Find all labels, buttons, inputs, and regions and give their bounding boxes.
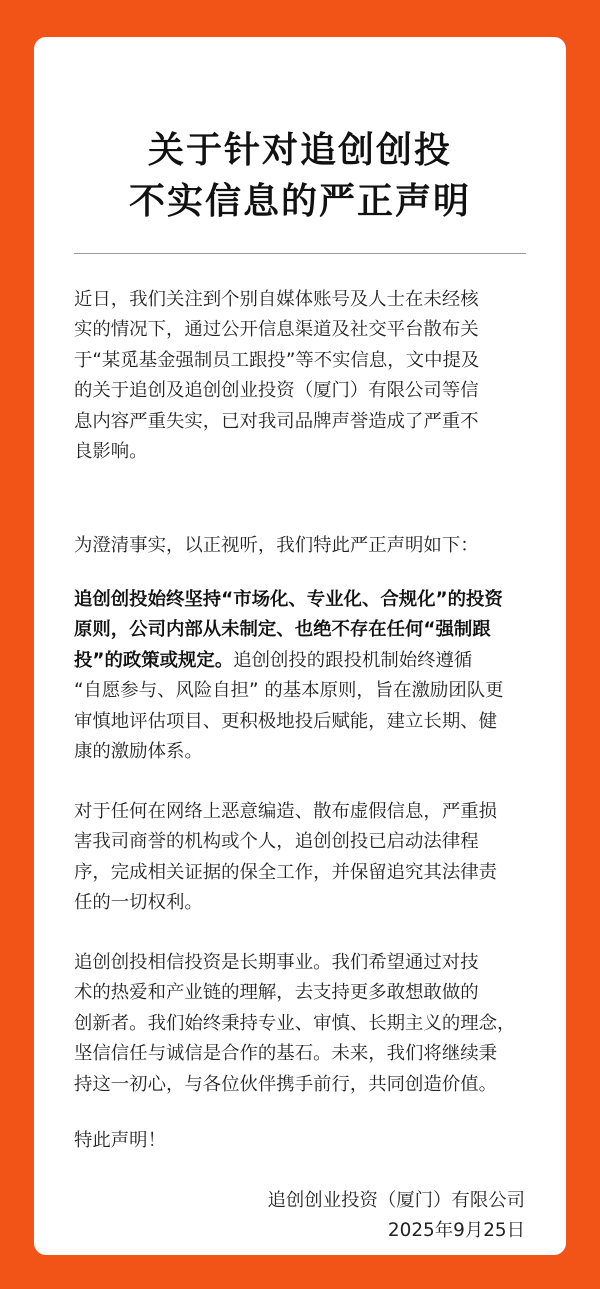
text-line: 特此声明！ bbox=[74, 1130, 166, 1151]
text-line: 近日，我们关注到个别自媒体账号及人士在未经核 bbox=[74, 289, 479, 310]
text-line: 审慎地评估项目、更积极地投后赋能，建立长期、健 bbox=[74, 710, 497, 732]
text-line: 实的情况下，通过公开信息渠道及社交平台散布关 bbox=[74, 319, 479, 341]
bold-text-line: 追创创投始终坚持“市场化、专业化、合规化”的投资 bbox=[74, 589, 503, 610]
text-line: “自愿参与、风险自担” 的基本原则，旨在激励团队更 bbox=[74, 680, 504, 702]
paragraph-vision bbox=[74, 948, 526, 1100]
text-line: 对于任何在网络上恶意编造、散布虚假信息，严重损 bbox=[74, 801, 497, 822]
paragraph-principle bbox=[74, 585, 526, 767]
title-line-2: 不实信息的严正声明 bbox=[128, 181, 471, 222]
text-line: 于“某觅基金强制员工跟投”等不实信息，文中提及 bbox=[74, 349, 480, 371]
paragraph-clarify bbox=[74, 531, 526, 561]
bold-text-line: 原则，公司内部从未制定、也绝不存在任何“强制跟 bbox=[74, 619, 491, 641]
text-line: 追创创投相信投资是长期事业。我们希望通过对技 bbox=[74, 952, 479, 973]
text-line: 坚信信任与诚信是合作的基石。未来，我们将继续秉 bbox=[74, 1043, 497, 1065]
title-divider bbox=[74, 253, 526, 254]
bold-text-fragment: 投”的政策或规定。 bbox=[74, 649, 234, 671]
text-line: 为澄清事实，以正视听，我们特此严正声明如下： bbox=[74, 535, 479, 556]
paragraph-closing bbox=[74, 1126, 526, 1156]
signature-date: 2025年9月25日 bbox=[387, 1220, 525, 1241]
text-line: 害我司商誉的机构或个人，追创创投已启动法律程 bbox=[74, 831, 479, 853]
text-line: 康的激励体系。 bbox=[74, 741, 203, 763]
text-line: 任的一切权利。 bbox=[74, 892, 203, 914]
title-line-1: 关于针对追创创投 bbox=[147, 130, 452, 171]
text-line: 持这一初心，与各位伙伴携手前行，共同创造价值。 bbox=[74, 1073, 497, 1095]
text-line: 良影响。 bbox=[74, 441, 148, 463]
text-fragment: 追创创投的跟投机制始终遵循 bbox=[233, 649, 473, 671]
paragraph-legal bbox=[74, 797, 526, 919]
text-line: 序，完成相关证据的保全工作，并保留追究其法律责 bbox=[74, 861, 497, 883]
paragraph-intro bbox=[74, 285, 526, 467]
text-line: 创新者。我们始终秉持专业、审慎、长期主义的理念， bbox=[74, 1012, 516, 1034]
statement-card bbox=[34, 37, 566, 1255]
signature-company: 追创创业投资（厦门）有限公司 bbox=[267, 1190, 525, 1211]
text-line: 术的热爱和产业链的理解，去支持更多敢想敢做的 bbox=[74, 982, 479, 1004]
text-line: 的关于追创及追创创业投资（厦门）有限公司等信 bbox=[74, 380, 479, 402]
text-line: 息内容严重失实，已对我司品牌声誉造成了严重不 bbox=[74, 410, 479, 432]
